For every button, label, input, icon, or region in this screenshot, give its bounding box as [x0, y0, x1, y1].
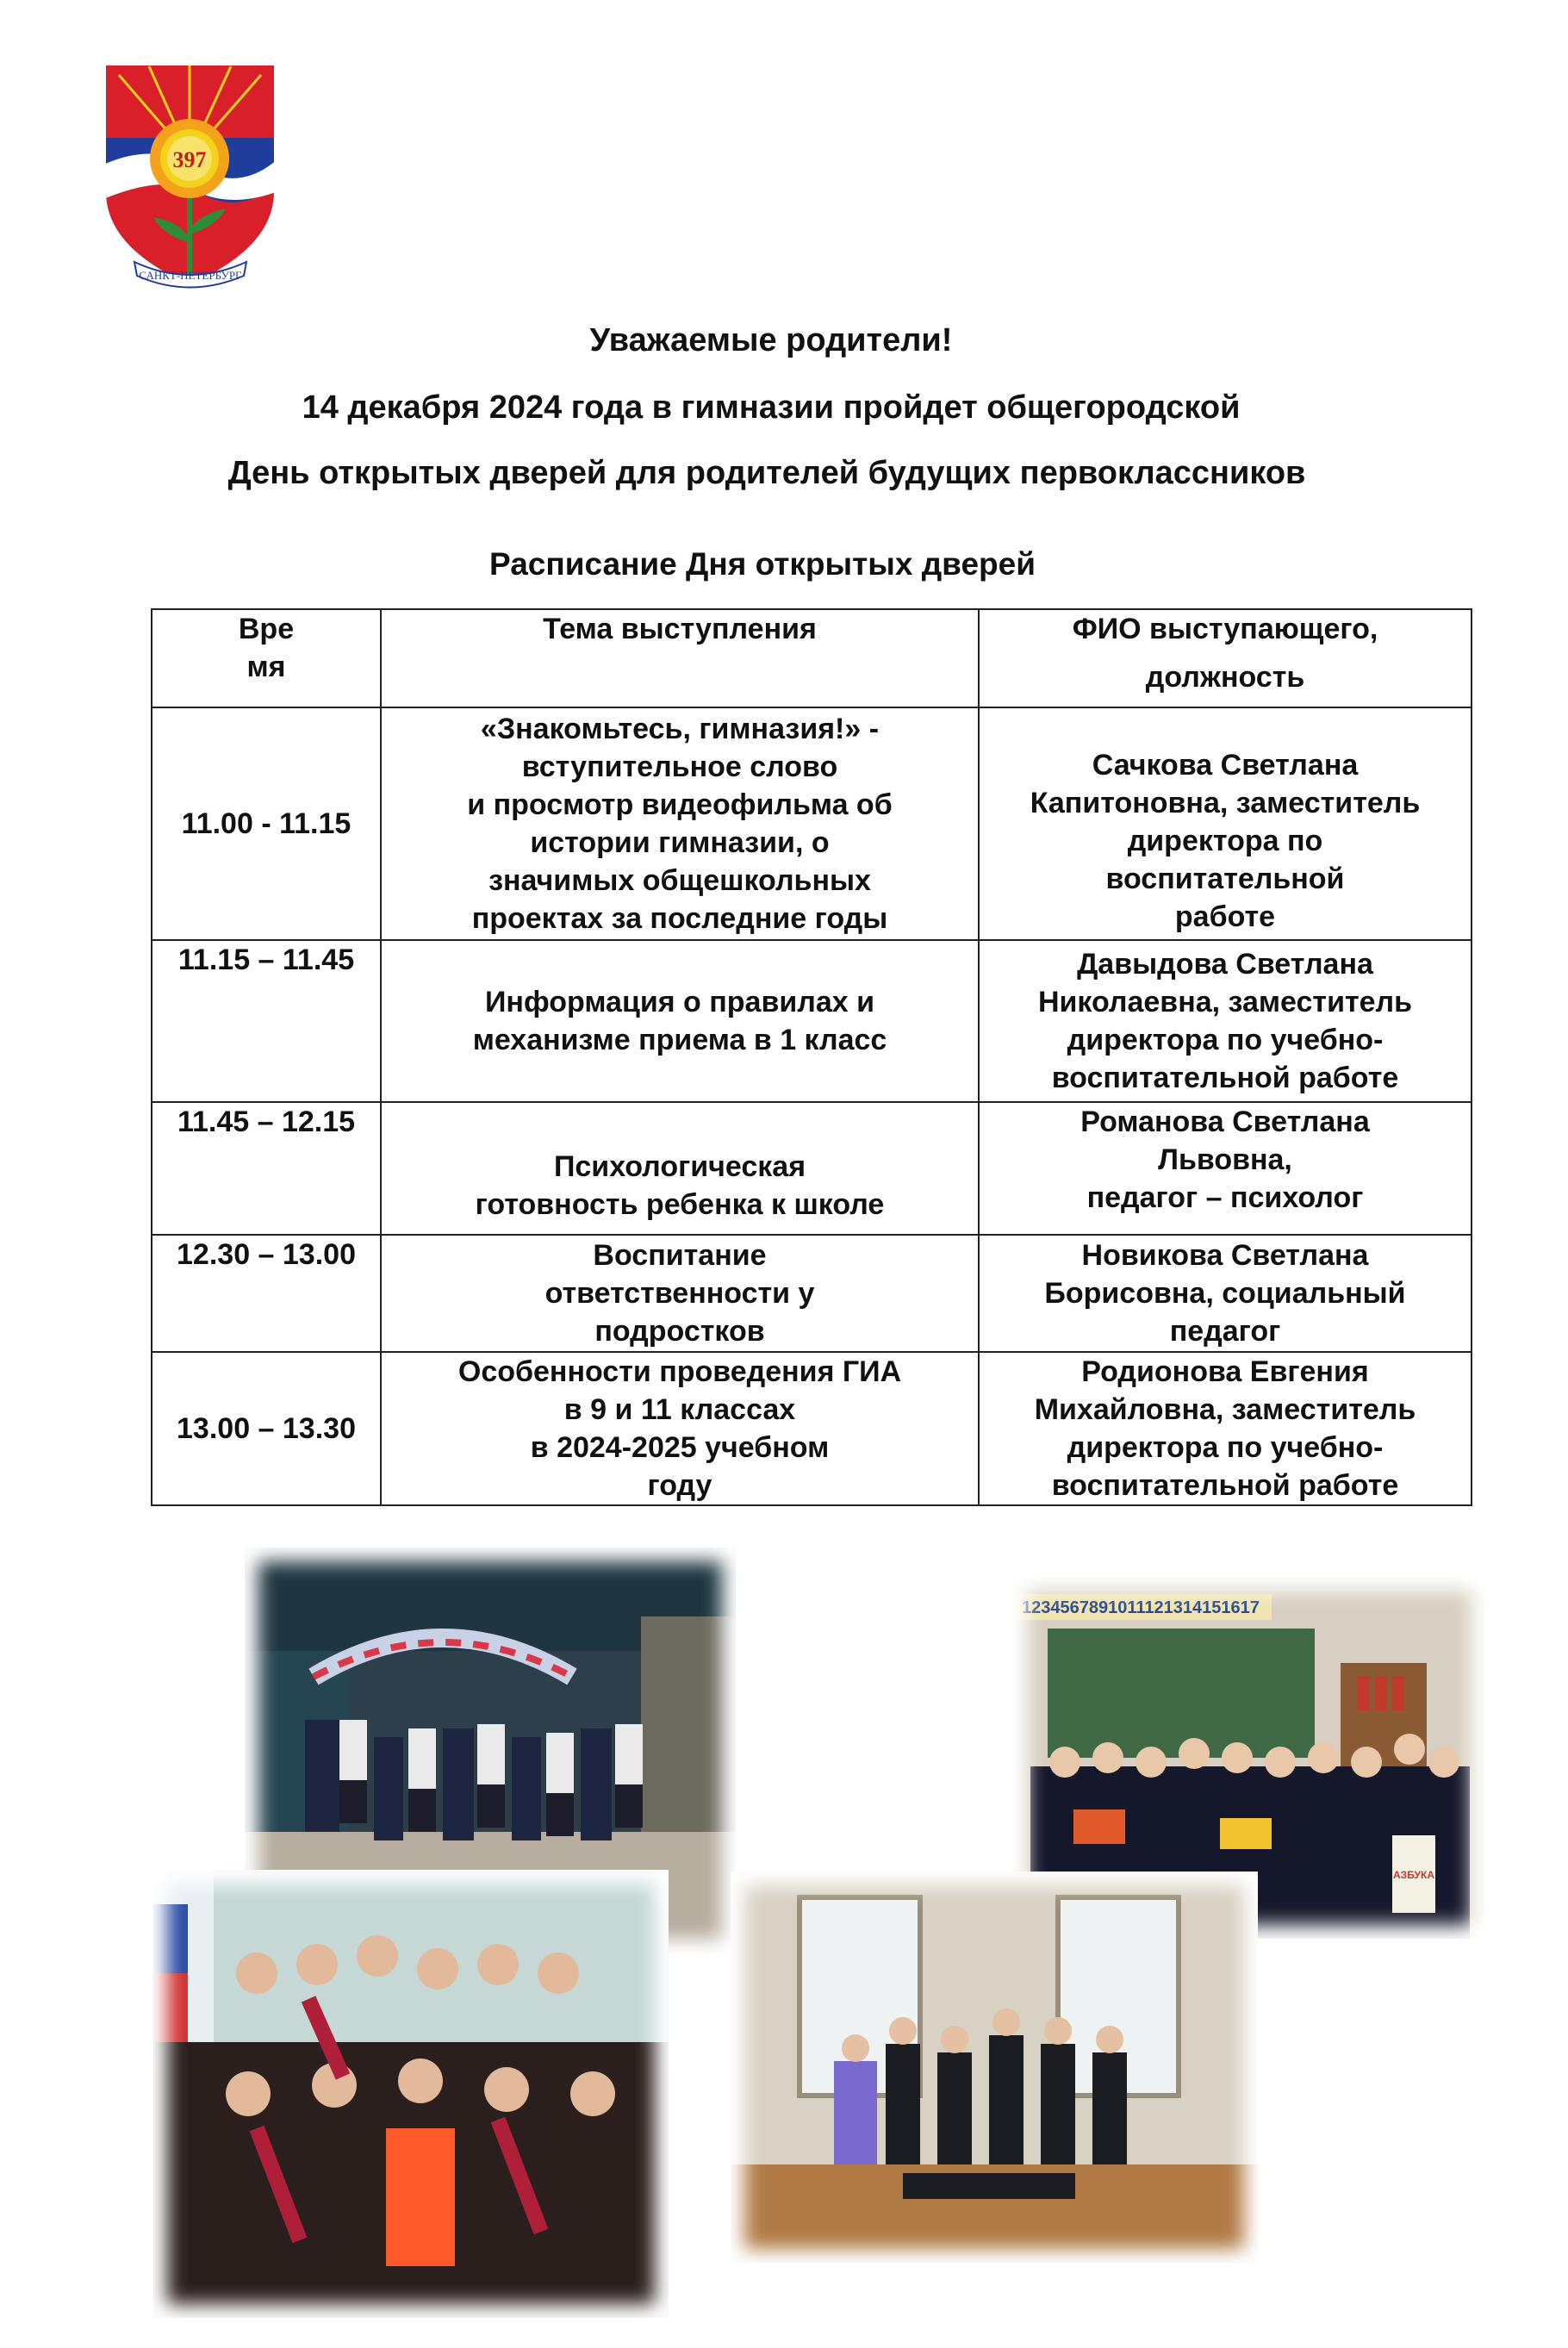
emblem-city: САНКТ-ПЕТЕРБУРГ — [139, 269, 242, 282]
row-time: 13.00 – 13.30 — [152, 1352, 381, 1505]
row-speaker: Новикова Светлана Борисовна, социальный педагог — [979, 1235, 1472, 1352]
row-time: 11.00 - 11.15 — [152, 707, 381, 940]
announcement-line-1: 14 декабря 2024 года в гимназии пройдет общегородской — [302, 389, 1241, 426]
schedule-table — [151, 608, 1472, 1506]
table-header-row — [152, 609, 1472, 707]
row-topic: Психологическая готовность ребенка к школе — [381, 1102, 979, 1235]
table-row — [152, 1352, 1472, 1505]
header-time: Вре мя — [152, 609, 381, 707]
announcement-line-2: День открытых дверей для родителей будущих первоклассников — [227, 455, 1306, 491]
row-speaker: Родионова Евгения Михайловна, заместитель директора по учебно- воспитательной работе — [979, 1352, 1472, 1505]
row-speaker: Романова Светлана Львовна, педагог – психолог — [979, 1102, 1472, 1235]
table-row — [152, 940, 1472, 1102]
table-row — [152, 707, 1472, 940]
table-row — [152, 1102, 1472, 1235]
row-time: 11.15 – 11.45 — [152, 940, 381, 1102]
row-speaker: Давыдова Светлана Николаевна, заместитель директора по учебно- воспитательной работе — [979, 940, 1472, 1102]
emblem-number: 397 — [172, 147, 207, 172]
row-time: 11.45 – 12.15 — [152, 1102, 381, 1235]
greeting-heading: Уважаемые родители! — [589, 322, 953, 358]
schedule-title: Расписание Дня открытых дверей — [489, 546, 1036, 582]
row-topic: Информация о правилах и механизме приема в 1 класс — [381, 940, 979, 1102]
header-topic: Тема выступления — [381, 609, 979, 707]
abc-book-label: АЗБУКА — [1393, 1869, 1434, 1881]
row-speaker: Сачкова Светлана Капитоновна, заместитель директора по воспитательной работе — [979, 707, 1472, 940]
row-topic: «Знакомьтесь, гимназия!» - вступительное слово и просмотр видеофильма об истории гимназии, о значимых общешкольных проектах за последние годы — [381, 707, 979, 940]
table-row — [152, 1235, 1472, 1352]
photo-gym-group — [731, 1872, 1258, 2263]
photo-graduates-seated — [153, 1870, 669, 2318]
gymnasium-emblem-logo — [102, 62, 278, 290]
row-topic: Особенности проведения ГИА в 9 и 11 классах в 2024-2025 учебном году — [381, 1352, 979, 1505]
classroom-number-banner: 1234567891011121314151617 — [1022, 1598, 1260, 1617]
header-name: ФИО выступающего, должность — [979, 609, 1472, 707]
row-topic: Воспитание ответственности у подростков — [381, 1235, 979, 1352]
row-time: 12.30 – 13.00 — [152, 1235, 381, 1352]
